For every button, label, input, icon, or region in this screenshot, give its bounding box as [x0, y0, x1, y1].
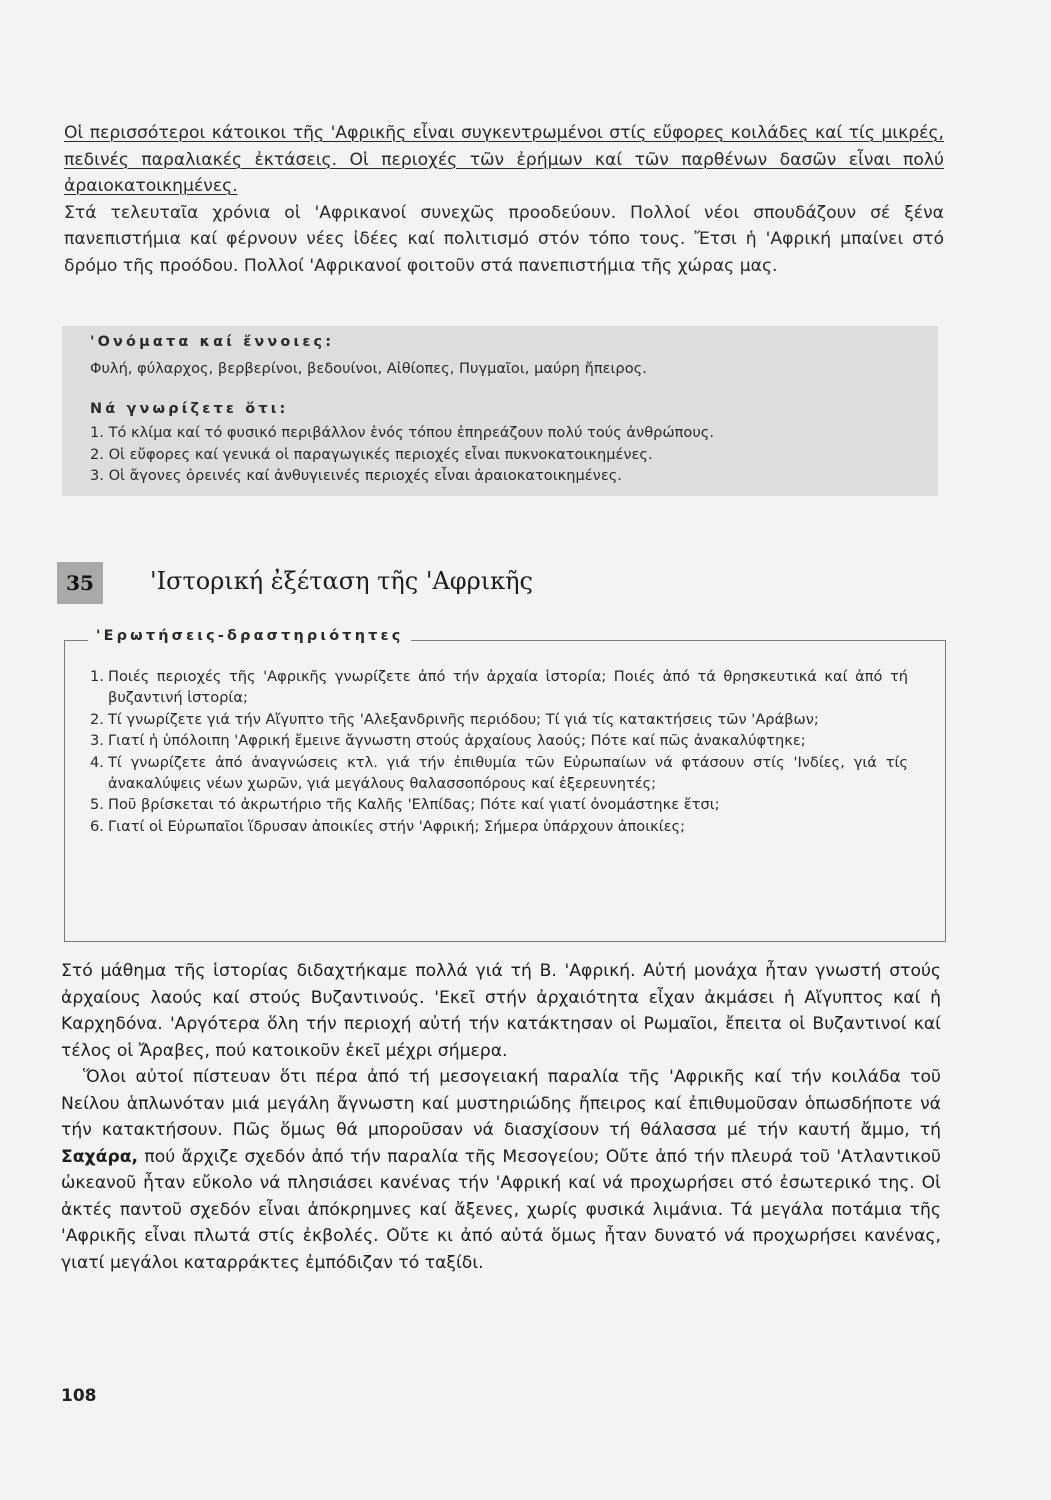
question-number: 2. [90, 710, 104, 728]
sahara-term: Σαχάρα, [61, 1146, 139, 1167]
body-paragraph: Στό μάθημα τῆς ἱστορίας διδαχτήκαμε πολλά γιά τή Β. 'Αφρική. Αὐτή μονάχα ἦταν γνωστή στούς ἀρχαίους λαούς καί στούς Βυζαντινούς. 'Εκεῖ στήν ἀρχαιότητα εἶχαν ἀκμάσει ἡ Αἴγυπτος καί ἡ Καρχηδόνα. 'Αργότερα ὅλη τήν περιοχή αὐτή τήν κατάκτησαν οἱ Ρωμαῖοι, ἔπειτα οἱ Βυζαντινοί καί τέλος οἱ Ἄραβες, πού κατοικοῦν ἐκεῖ μέχρι σήμερα. [61, 961, 941, 1061]
intro-paragraph-underlined: Οἱ περισσότεροι κάτοικοι τῆς 'Αφρικῆς εἶναι συγκεντρωμένοι στίς εὔφορες κοιλάδες καί τίς μικρές, πεδινές παραλιακές ἐκτάσεις. Οἱ περιοχές τῶν ἐρήμων καί τῶν παρθένων δασῶν εἶναι πολύ ἀραιοκατοικημένες. [64, 123, 944, 196]
questions-heading: 'Ερωτήσεις-δραστηριότητες [88, 628, 411, 644]
fact-item: 2. Οἱ εὔφορες καί γενικά οἱ παραγωγικές περιοχές εἶναι πυκνοκατοικημένες. [90, 445, 653, 463]
intro-paragraph: Στά τελευταῖα χρόνια οἱ 'Αφρικανοί συνεχῶς προοδεύουν. Πολλοί νέοι σπουδάζουν σέ ξένα πανεπιστήμια καί φέρνουν νέες ἰδέες καί πολιτισμό στόν τόπο τους. Ἔτσι ἡ 'Αφρική μπαίνει στό δρόμο τῆς προόδου. Πολλοί 'Αφρικανοί φοιτοῦν στά πανεπιστήμια τῆς χώρας μας. [64, 202, 944, 276]
question-number: 1. [90, 668, 104, 685]
section-number-badge: 35 [57, 562, 103, 604]
question-item [90, 816, 908, 837]
names-text: Φυλή, φύλαρχος, βερβερίνοι, βεδουίνοι, Αἰθίοπες, Πυγμαῖοι, μαύρη ἤπειρος. [90, 360, 647, 377]
question-item [90, 730, 908, 751]
question-text: Ποιές περιοχές τῆς 'Αφρικῆς γνωρίζετε ἀπό τήν ἀρχαία ἱστορία; Ποιές ἀπό τά θρησκευτικά καί ἀπό τή βυζαντινή ἱστορία; [108, 668, 908, 707]
question-item [90, 794, 908, 815]
fact-item: 1. Τό κλίμα καί τό φυσικό περιβάλλον ἑνός τόπου ἐπηρεάζουν πολύ τούς ἀνθρώπους. [90, 424, 714, 441]
know-heading: Νά γνωρίζετε ὅτι: [90, 401, 289, 417]
main-text [61, 958, 941, 1276]
body-text: Ὅλοι αὐτοί πίστευαν ὅτι πέρα ἀπό τή μεσογειακή παραλία τῆς 'Αφρικῆς καί τήν κοιλάδα τοῦ Νείλου ἁπλωνόταν μιά μεγάλη ἄγνωστη καί μυστηριώδης ἤπειρος καί ἐπιθυμοῦσαν ὁπωσδήποτε νά τήν κατακτήσουν. Πῶς ὅμως θά μποροῦσαν νά διασχίσουν τή θάλασσα μέ τήν καυτή ἄμμο, τή [61, 1067, 941, 1140]
page-number: 108 [61, 1386, 97, 1406]
body-paragraph [61, 1064, 941, 1276]
names-heading: 'Ονόματα καί ἔννοιες: [90, 334, 335, 350]
question-number: 3. [90, 732, 104, 750]
body-text: πού ἄρχιζε σχεδόν ἀπό τήν παραλία τῆς Μεσογείου; Οὔτε ἀπό τήν πλευρά τοῦ 'Ατλαντικοῦ ὠκεανοῦ ἦταν εὔκολο νά πλησιάσει κανένας τήν 'Αφρική καί νά προχωρήσει στό ἐσωτερικό της. Οἱ ἀκτές παντοῦ σχεδόν εἶναι ἀπόκρημνες καί ἄξενες, χωρίς φυσικά λιμάνια. Τά μεγάλα ποτάμια τῆς 'Αφρικῆς εἶναι πλωτά στίς ἐκβολές. Οὔτε κι ἀπό αὐτά ὅμως ἦταν δυνατό νά προχωρήσει κανένας, γιατί μεγάλοι καταρράκτες ἐμπόδιζαν τό ταξίδι. [61, 1146, 941, 1273]
question-text: Γιατί ἡ ὑπόλοιπη 'Αφρική ἔμεινε ἄγνωστη στούς ἀρχαίους λαούς; Πότε καί πῶς ἀνακαλύφτηκε; [108, 732, 806, 750]
question-text: Τί γνωρίζετε γιά τήν Αἴγυπτο τῆς 'Αλεξανδρινῆς περιόδου; Τί γιά τίς κατακτήσεις τῶν 'Αράβων; [108, 710, 819, 728]
question-text: Γιατί οἱ Εὐρωπαῖοι ἵδρυσαν ἀποικίες στήν 'Αφρική; Σήμερα ὑπάρχουν ἀποικίες; [108, 817, 686, 835]
question-text: Ποῦ βρίσκεται τό ἀκρωτήριο τῆς Καλῆς 'Ελπίδας; Πότε καί γιατί ὀνομάστηκε ἔτσι; [108, 796, 720, 814]
question-number: 4. [90, 753, 104, 771]
questions-list [90, 666, 908, 837]
section-title: 'Ιστορική ἐξέταση τῆς 'Αφρικῆς [150, 567, 533, 595]
fact-item: 3. Οἱ ἄγονες ὀρεινές καί ἀνθυγιεινές περιοχές εἶναι ἀραιοκατοικημένες. [90, 467, 622, 484]
intro-section [64, 120, 944, 279]
question-text: Τί γνωρίζετε ἀπό ἀναγνώσεις κτλ. γιά τήν ἐπιθυμία τῶν Εὐρωπαίων νά φτάσουν στίς 'Ινδίες, γιά τίς ἀνακαλύψεις νέων χωρῶν, γιά μεγάλους θαλασσοπόρους καί ἐξερευνητές; [108, 753, 908, 793]
question-item [90, 752, 908, 795]
question-item [90, 666, 908, 709]
facts-list [90, 422, 714, 487]
question-number: 5. [90, 796, 104, 814]
summary-box [62, 326, 938, 496]
question-number: 6. [90, 817, 104, 835]
question-item [90, 709, 908, 730]
